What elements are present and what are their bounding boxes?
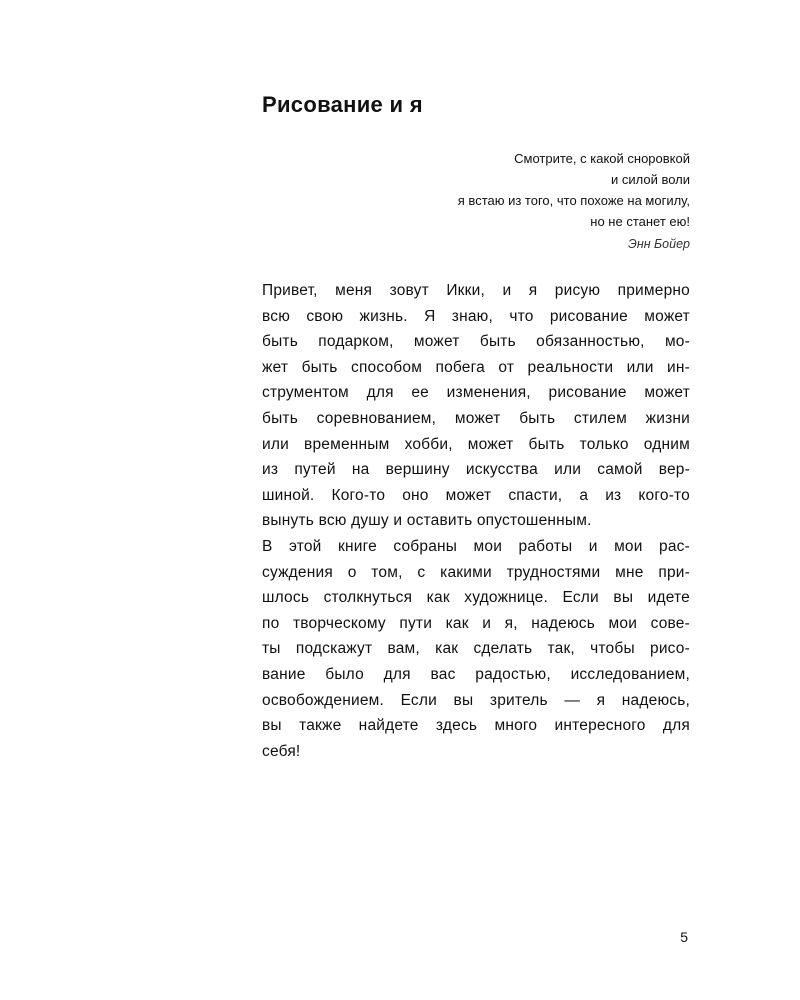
body-line: по творческому пути как и я, надеюсь мои сове- — [262, 614, 690, 632]
epigraph-author: Энн Бойер — [628, 237, 690, 251]
body-text — [262, 278, 690, 764]
body-line: или временным хобби, может быть только одним — [262, 435, 690, 453]
body-line: вынуть всю душу и оставить опустошенным. — [262, 512, 592, 530]
body-line: вание было для вас радостью, исследованием, — [262, 665, 690, 683]
body-line: вы также найдете здесь много интересного для — [262, 717, 690, 735]
epigraph-line: но не станет ею! — [590, 214, 690, 229]
page-number: 5 — [680, 929, 688, 945]
epigraph — [270, 148, 690, 255]
body-line: всю свою жизнь. Я знаю, что рисование может — [262, 307, 690, 325]
epigraph-line: я встаю из того, что похоже на могилу, — [457, 193, 690, 208]
body-line: шлось столкнуться как художнице. Если вы идете — [262, 589, 690, 607]
epigraph-line: Смотрите, с какой сноровкой — [514, 151, 690, 166]
body-line: В этой книге собраны мои работы и мои рас- — [262, 537, 690, 555]
body-line: суждения о том, с какими трудностями мне при- — [262, 563, 690, 581]
body-line: из путей на вершину искусства или самой вер- — [262, 461, 690, 479]
body-line: струментом для ее изменения, рисование может — [262, 384, 690, 402]
epigraph-line: и силой воли — [610, 172, 690, 187]
body-line: жет быть способом побега от реальности или ин- — [262, 358, 690, 376]
body-line: шиной. Кого-то оно может спасти, а из кого-то — [262, 486, 690, 504]
body-line: освобождением. Если вы зритель — я надеюсь, — [262, 691, 690, 709]
chapter-title: Рисование и я — [262, 92, 423, 117]
body-line: ты подскажут вам, как сделать так, чтобы рисо- — [262, 640, 690, 658]
body-line: быть соревнованием, может быть стилем жизни — [262, 409, 690, 427]
body-line: Привет, меня зовут Икки, и я рисую примерно — [262, 282, 690, 299]
body-line: быть подарком, может быть обязанностью, мо- — [262, 333, 690, 351]
body-line: себя! — [262, 742, 301, 760]
